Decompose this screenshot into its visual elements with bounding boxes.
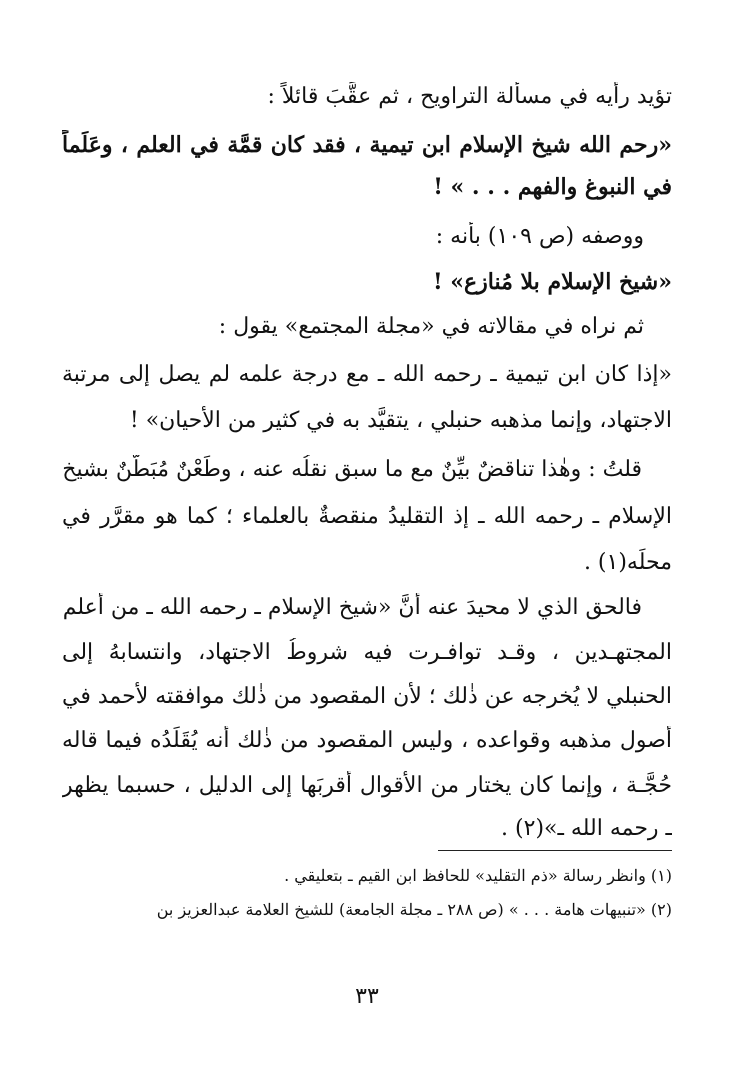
body-line-9: قلتُ : وهٰذا تناقضٌ بيِّنٌ مع ما سبق نقلُه عنه ، وطَعْنٌ مُبَطَّنٌ بشيخ	[62, 457, 642, 482]
body-line-16: حُجَّـة ، وإنما كان يختار من الأقوال أقربَها إلى الدليل ، حسبما يظهر	[62, 773, 672, 798]
page-number: ٣٣	[355, 984, 379, 1009]
body-line-12: فالحق الذي لا محيدَ عنه أنَّ «شيخ الإسلام ـ رحمه الله ـ من أعلم	[62, 595, 642, 620]
body-line-4: ووصفه (ص ١٠٩) بأنه :	[435, 224, 644, 249]
body-line-7: «إذا كان ابن تيمية ـ رحمه الله ـ مع درجة علمه لم يصل إلى مرتبة	[62, 362, 672, 387]
body-line-2-quote: «رحم الله شيخ الإسلام ابن تيمية ، فقد كان قمَّة في العلم ، وعَلَماً	[62, 132, 672, 158]
body-line-17: ـ رحمه الله ـ»(٢) .	[501, 816, 672, 841]
body-line-1: تؤيد رأيه في مسألة التراويح ، ثم عقَّبَ قائلاً :	[267, 84, 672, 109]
body-line-15: أصول مذهبه وقواعده ، وليس المقصود من ذٰلك أنه يُقَلِّدُه فيما قاله	[62, 728, 672, 753]
body-line-3-quote: في النبوغ والفهم . . . » !	[433, 174, 672, 200]
body-line-13: المجتهـدين ، وقـد توافـرت فيه شروطُ الاجتهاد، وانتسابهُ إلى	[62, 640, 672, 665]
footnote-separator	[438, 850, 672, 851]
footnote-2: (٢) «تنبيهات هامة . . . » (ص ٢٨٨ ـ مجلة الجامعة) للشيخ العلامة عبدالعزيز بن	[156, 900, 672, 919]
footnote-1: (١) وانظر رسالة «ذم التقليد» للحافظ ابن القيم ـ بتعليقي .	[284, 866, 672, 885]
body-line-5-quote: «شيخ الإسلام بلا مُنازع» !	[432, 269, 672, 295]
body-line-8: الاجتهاد، وإنما مذهبه حنبلي ، يتقيَّد به في كثير من الأحيان» !	[129, 408, 672, 433]
body-line-11: محلِّه(١) .	[583, 550, 672, 575]
body-line-14: الحنبلي لا يُخرجه عن ذٰلك ؛ لأن المقصود من ذٰلك موافقته لأحمد في	[62, 684, 672, 709]
body-line-10: الإسلام ـ رحمه الله ـ إذ التقليدُ منقصةٌ بالعلماء ؛ كما هو مقرَّر في	[62, 504, 672, 529]
body-line-6: ثم نراه في مقالاته في «مجلة المجتمع» يقول :	[218, 314, 644, 339]
